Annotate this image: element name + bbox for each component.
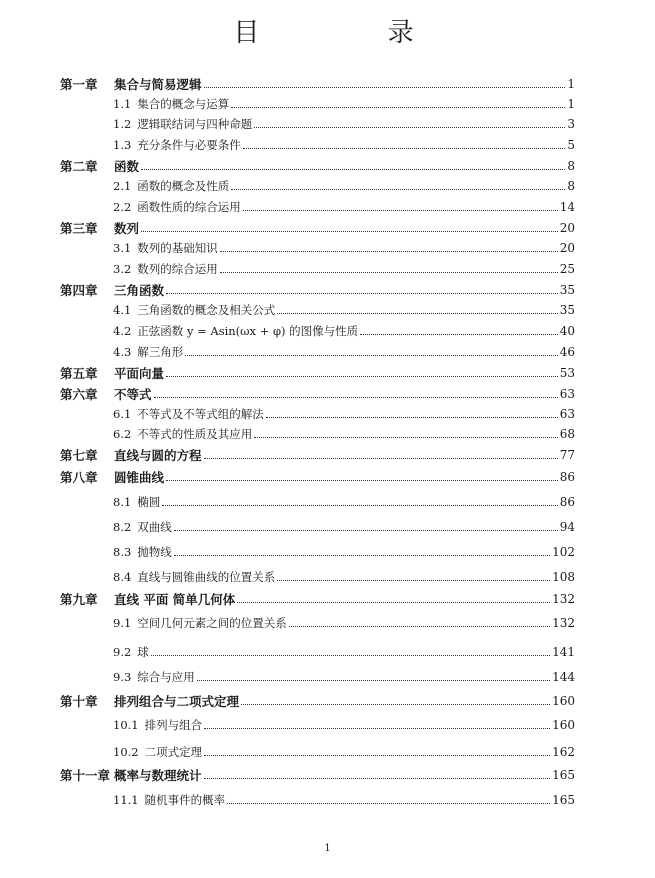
toc-entry-label (60, 766, 202, 784)
toc-entry-label (60, 692, 239, 710)
toc-entry-label (60, 157, 139, 175)
section-number: 1.1 (113, 97, 132, 111)
section-title: 双曲线 (137, 520, 172, 534)
chapter-number: 第三章 (60, 221, 98, 236)
section-number: 9.1 (113, 616, 132, 630)
section-title: 函数的概念及性质 (137, 179, 230, 193)
chapter-title: 直线与圆的方程 (114, 448, 202, 463)
dot-leader (360, 333, 558, 335)
toc-page-number: 5 (567, 138, 575, 152)
section-number: 9.2 (113, 645, 132, 659)
toc-page-number: 40 (559, 324, 575, 338)
toc-chapter-row (60, 691, 575, 711)
section-title: 综合与应用 (137, 670, 195, 684)
toc-entry-label (113, 240, 218, 256)
toc-page-number: 35 (559, 283, 575, 297)
section-title: 集合的概念与运算 (137, 97, 230, 111)
section-number: 1.3 (113, 138, 132, 152)
toc-section-row (113, 259, 575, 279)
section-number: 3.1 (113, 241, 132, 255)
toc-section-row (113, 492, 575, 512)
toc-section-row (113, 613, 575, 633)
section-number: 10.2 (113, 745, 139, 759)
section-number: 8.4 (113, 570, 132, 584)
toc-chapter-row (60, 589, 575, 609)
toc-page-number: 132 (552, 616, 575, 630)
dot-leader (174, 554, 550, 556)
toc-entry-label (113, 137, 241, 153)
chapter-title: 平面向量 (114, 366, 165, 381)
chapter-title: 直线 平面 简单几何体 (114, 592, 236, 607)
dot-leader (204, 727, 550, 729)
dot-leader (174, 529, 558, 531)
chapter-title: 不等式 (114, 387, 152, 402)
chapter-number: 第七章 (60, 448, 98, 463)
toc-page-number: 165 (552, 793, 575, 807)
section-title: 空间几何元素之间的位置关系 (137, 616, 287, 630)
chapter-title: 集合与简易逻辑 (114, 77, 202, 92)
toc-entry-label (60, 364, 164, 382)
toc-entry-label (60, 385, 152, 403)
page-title: 目 录 (233, 18, 474, 48)
toc-page-number: 8 (567, 159, 575, 173)
dot-leader (266, 416, 558, 418)
toc-entry-label (60, 75, 202, 93)
toc-entry-label (113, 544, 172, 560)
dot-leader (162, 504, 557, 506)
dot-leader (254, 436, 557, 438)
section-title: 逻辑联结词与四种命题 (137, 117, 253, 131)
section-number: 6.2 (113, 427, 132, 441)
toc-page-number: 132 (552, 592, 575, 606)
toc-section-row (113, 517, 575, 537)
section-title: 排列与组合 (144, 718, 203, 732)
toc-page-number: 165 (552, 768, 575, 782)
dot-leader (241, 703, 550, 705)
toc-page-number: 160 (552, 718, 575, 732)
dot-leader (254, 126, 565, 128)
toc-page-number: 68 (559, 427, 575, 441)
section-number: 10.1 (113, 718, 139, 732)
section-number: 8.3 (113, 545, 132, 559)
dot-leader (166, 479, 558, 481)
chapter-number: 第八章 (60, 470, 98, 485)
chapter-title: 圆锥曲线 (114, 470, 165, 485)
toc-section-row (113, 715, 575, 735)
toc-page-number: 160 (552, 694, 575, 708)
toc-entry-label (113, 344, 183, 360)
dot-leader (231, 188, 565, 190)
toc-section-row (113, 321, 575, 341)
chapter-number: 第四章 (60, 283, 98, 298)
toc-entry-label (113, 792, 225, 808)
toc-entry-label (113, 261, 218, 277)
section-number: 4.2 (113, 324, 132, 338)
section-title: 球 (137, 645, 149, 659)
toc-page-number: 141 (552, 645, 575, 659)
section-title: 二项式定理 (144, 745, 203, 759)
toc-page-number: 94 (559, 520, 575, 534)
section-number: 2.1 (113, 179, 132, 193)
toc-section-row (113, 94, 575, 114)
chapter-title: 三角函数 (114, 283, 165, 298)
toc-page-number: 63 (559, 387, 575, 401)
section-title: 正弦函数 y = Asin(ωx + φ) 的图像与性质 (137, 324, 359, 338)
dot-leader (141, 230, 558, 232)
toc-entry-label (60, 219, 139, 237)
toc-entry-label (113, 494, 160, 510)
section-number: 3.2 (113, 262, 132, 276)
toc-page-number: 53 (559, 366, 575, 380)
toc-section-row (113, 238, 575, 258)
section-title: 数列的基础知识 (137, 241, 218, 255)
section-number: 1.2 (113, 117, 132, 131)
toc-entry-label (113, 116, 252, 132)
dot-leader (166, 292, 558, 294)
section-title: 随机事件的概率 (144, 793, 226, 807)
toc-page-number: 86 (559, 495, 575, 509)
toc-section-row (113, 667, 575, 687)
toc-page-number: 77 (559, 448, 575, 462)
toc-entry-label (113, 96, 229, 112)
toc-chapter-row (60, 384, 575, 404)
toc-chapter-row (60, 467, 575, 487)
toc-section-row (113, 176, 575, 196)
dot-leader (220, 250, 558, 252)
toc-chapter-row (60, 363, 575, 383)
chapter-number: 第九章 (60, 592, 98, 607)
dot-leader (204, 754, 550, 756)
toc-chapter-row (60, 765, 575, 785)
toc-page-number: 46 (559, 345, 575, 359)
dot-leader (204, 457, 558, 459)
toc-section-row (113, 135, 575, 155)
section-title: 椭圆 (137, 495, 161, 509)
toc-entry-label (60, 281, 164, 299)
section-number: 4.3 (113, 345, 132, 359)
section-number: 11.1 (113, 793, 139, 807)
dot-leader (185, 354, 557, 356)
dot-leader (141, 168, 565, 170)
chapter-number: 第十章 (60, 694, 98, 709)
dot-leader (243, 147, 566, 149)
section-title: 充分条件与必要条件 (137, 138, 241, 152)
toc-entry-label (113, 323, 358, 339)
chapter-number: 第五章 (60, 366, 98, 381)
toc-page-number: 102 (552, 545, 575, 559)
toc-page-number: 1 (567, 97, 575, 111)
toc-chapter-row (60, 74, 575, 94)
chapter-title: 数列 (114, 221, 140, 236)
toc-entry-label (113, 519, 172, 535)
toc-page-number: 1 (567, 77, 575, 91)
section-title: 函数性质的综合运用 (137, 200, 241, 214)
chapter-number: 第十一章 (60, 768, 111, 783)
toc-page-number: 108 (552, 570, 575, 584)
section-title: 不等式及不等式组的解法 (137, 407, 264, 421)
toc-section-row (113, 114, 575, 134)
toc-page-number: 20 (559, 241, 575, 255)
toc-entry-label (113, 426, 252, 442)
dot-leader (243, 209, 558, 211)
toc-section-row (113, 342, 575, 362)
toc-entry-label (113, 302, 275, 318)
section-title: 三角函数的概念及相关公式 (137, 303, 276, 317)
dot-leader (227, 802, 550, 804)
section-title: 数列的综合运用 (137, 262, 218, 276)
toc-section-row (113, 197, 575, 217)
toc-section-row (113, 542, 575, 562)
toc-page-number: 86 (559, 470, 575, 484)
toc-entry-label (113, 569, 275, 585)
section-title: 抛物线 (137, 545, 172, 559)
toc-entry-label (113, 178, 229, 194)
toc-entry-label (60, 590, 235, 608)
toc-section-row (113, 300, 575, 320)
section-title: 解三角形 (137, 345, 184, 359)
page-number: 1 (324, 843, 331, 854)
dot-leader (231, 106, 565, 108)
dot-leader (237, 601, 550, 603)
toc-section-row (113, 404, 575, 424)
toc-page-number: 3 (567, 117, 575, 131)
toc-chapter-row (60, 280, 575, 300)
toc-page-number: 20 (559, 221, 575, 235)
section-number: 8.1 (113, 495, 132, 509)
toc-entry-label (60, 446, 202, 464)
dot-leader (220, 271, 558, 273)
dot-leader (204, 86, 566, 88)
section-number: 4.1 (113, 303, 132, 317)
toc-section-row (113, 567, 575, 587)
toc-page-number: 162 (552, 745, 575, 759)
toc-section-row (113, 424, 575, 444)
toc-section-row (113, 642, 575, 662)
toc-entry-label (113, 669, 195, 685)
toc-section-row (113, 742, 575, 762)
toc-entry-label (113, 644, 149, 660)
dot-leader (289, 625, 550, 627)
dot-leader (204, 777, 551, 779)
toc-chapter-row (60, 445, 575, 465)
section-number: 2.2 (113, 200, 132, 214)
dot-leader (197, 679, 550, 681)
section-title: 不等式的性质及其应用 (137, 427, 253, 441)
section-number: 6.1 (113, 407, 132, 421)
toc-page-number: 8 (567, 179, 575, 193)
chapter-title: 函数 (114, 159, 140, 174)
dot-leader (151, 654, 550, 656)
toc-entry-label (113, 744, 202, 760)
toc-entry-label (60, 468, 164, 486)
toc-page-number: 14 (559, 200, 575, 214)
chapter-title: 概率与数理统计 (114, 768, 202, 783)
toc-chapter-row (60, 156, 575, 176)
section-number: 9.3 (113, 670, 132, 684)
toc-entry-label (113, 406, 264, 422)
dot-leader (277, 579, 550, 581)
toc-page-number: 35 (559, 303, 575, 317)
section-title: 直线与圆锥曲线的位置关系 (137, 570, 276, 584)
toc-page-number: 144 (552, 670, 575, 684)
chapter-title: 排列组合与二项式定理 (114, 694, 240, 709)
section-number: 8.2 (113, 520, 132, 534)
toc-entry-label (113, 615, 287, 631)
toc-page-number: 25 (559, 262, 575, 276)
chapter-number: 第一章 (60, 77, 98, 92)
chapter-number: 第二章 (60, 159, 98, 174)
toc-page-number: 63 (559, 407, 575, 421)
dot-leader (277, 312, 557, 314)
toc-section-row (113, 790, 575, 810)
toc-entry-label (113, 199, 241, 215)
dot-leader (166, 375, 558, 377)
toc-entry-label (113, 717, 202, 733)
chapter-number: 第六章 (60, 387, 98, 402)
dot-leader (154, 396, 558, 398)
toc-chapter-row (60, 218, 575, 238)
